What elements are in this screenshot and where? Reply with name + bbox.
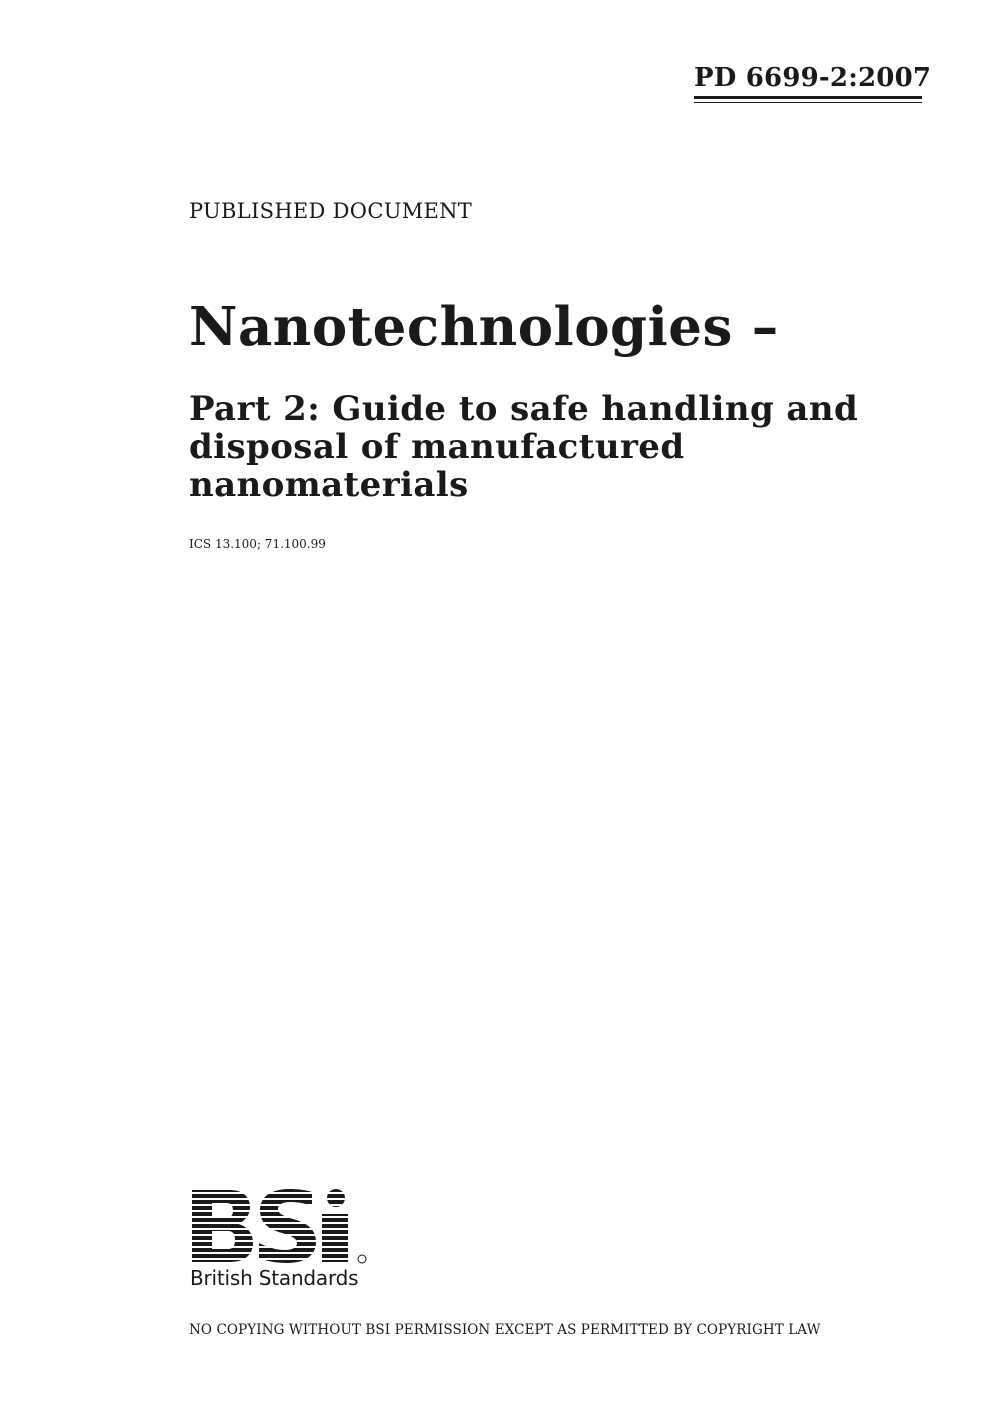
subtitle-line: Part 2: Guide to safe handling and	[189, 389, 859, 429]
double-rule-top	[694, 96, 922, 99]
bsi-logo	[190, 1188, 370, 1298]
logo-wordmark: British Standards	[190, 1266, 359, 1290]
copyright-notice: NO COPYING WITHOUT BSI PERMISSION EXCEPT AS PERMITTED BY COPYRIGHT LAW	[189, 1322, 821, 1338]
subtitle-line: disposal of manufactured	[189, 427, 685, 467]
double-rule-bottom	[694, 102, 922, 103]
bsi-logo-icon	[190, 1188, 370, 1264]
document-number-block	[694, 62, 932, 103]
page-title: Nanotechnologies –	[189, 296, 779, 358]
document-type-label: PUBLISHED DOCUMENT	[189, 199, 473, 223]
document-number: PD 6699-2:2007	[694, 63, 932, 93]
subtitle-line: nanomaterials	[189, 465, 469, 505]
document-subtitle	[189, 390, 889, 504]
ics-classification: ICS 13.100; 71.100.99	[189, 537, 326, 551]
